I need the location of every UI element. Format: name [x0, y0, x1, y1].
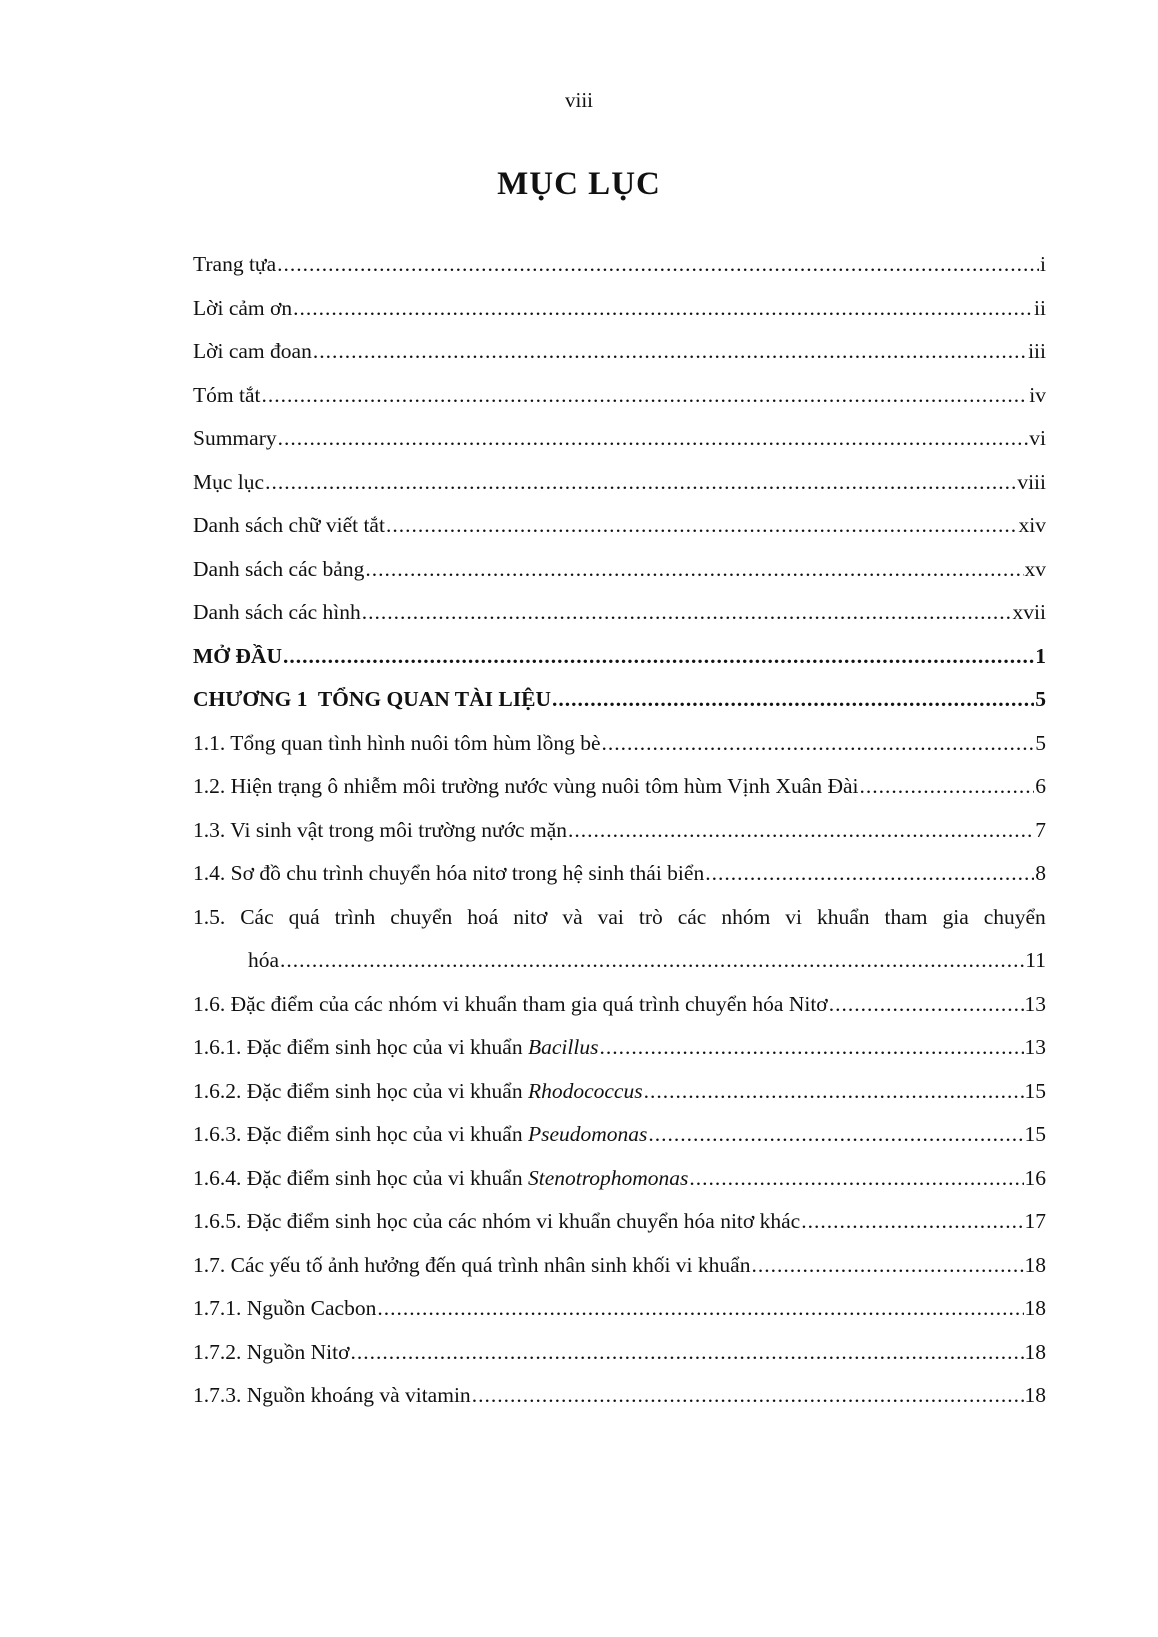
toc-leader [689, 1163, 1023, 1193]
toc-leader [386, 510, 1018, 540]
toc-leader [552, 684, 1034, 714]
toc-page: 5 [1035, 730, 1046, 755]
toc-page: 7 [1035, 817, 1046, 842]
toc-label: 1.7.3. Nguồn khoáng và vitamin [193, 1383, 471, 1407]
toc-word: quá [288, 904, 320, 929]
toc-entry-1-7-1[interactable] [193, 1293, 1046, 1337]
toc-label-prefix: 1.6.1. Đặc điểm sinh học của vi khuẩn [193, 1035, 523, 1059]
toc-word: tham [884, 904, 928, 929]
toc-label [193, 1163, 688, 1193]
toc-label: Danh sách các hình [193, 600, 361, 624]
toc-word: khuẩn [816, 904, 870, 929]
toc-page: 18 [1024, 1339, 1046, 1364]
toc-page: xv [1024, 556, 1046, 581]
toc-label: CHƯƠNG 1 TỔNG QUAN TÀI LIỆU [193, 687, 551, 711]
toc-leader [277, 249, 1039, 279]
toc-word: hoá [467, 904, 499, 929]
toc-leader [351, 1337, 1024, 1367]
toc-label [193, 1076, 643, 1106]
toc-label: Trang tựa [193, 252, 277, 276]
toc-leader [568, 815, 1034, 845]
toc-page: 15 [1024, 1122, 1046, 1146]
toc-word: chuyển [983, 904, 1046, 929]
toc-leader [648, 1119, 1023, 1149]
toc-page: i [1040, 252, 1046, 276]
toc-label: 1.4. Sơ đồ chu trình chuyển hóa nitơ trong hệ sinh thái biển [193, 861, 705, 885]
toc-entry-1-3[interactable] [193, 815, 1046, 859]
toc-page: 13 [1024, 991, 1046, 1016]
toc-leader [283, 641, 1034, 671]
toc-entry-danh-sach-cac-hinh[interactable] [193, 597, 1046, 641]
toc-page: 18 [1024, 1383, 1046, 1407]
toc-label: 1.7. Các yếu tố ảnh hưởng đến quá trình nhân sinh khối vi khuẩn [193, 1252, 751, 1277]
toc-word: các [677, 904, 707, 929]
toc-page: 13 [1024, 1035, 1046, 1059]
toc-entry-1-6-1[interactable] [193, 1032, 1046, 1076]
toc-word: và [562, 904, 583, 929]
toc-leader [860, 771, 1035, 801]
toc-leader [751, 1250, 1023, 1280]
toc-label-genus: Bacillus [527, 1035, 599, 1059]
toc-label-prefix: 1.6.4. Đặc điểm sinh học của vi khuẩn [193, 1165, 523, 1190]
toc-label-prefix: 1.6.3. Đặc điểm sinh học của vi khuẩn [193, 1122, 523, 1146]
toc-label-genus: Pseudomonas [527, 1122, 648, 1146]
toc-entry-1-6-5[interactable] [193, 1206, 1046, 1250]
toc-label: Danh sách chữ viết tắt [193, 513, 385, 537]
toc-leader [362, 597, 1012, 627]
toc-leader [313, 336, 1027, 366]
toc-label: Danh sách các bảng [193, 556, 365, 581]
toc-leader [278, 423, 1029, 453]
toc-page: 17 [1024, 1209, 1046, 1233]
toc-label: 1.3. Vi sinh vật trong môi trường nước mặn [193, 817, 567, 842]
table-of-contents [193, 249, 1046, 1424]
toc-label-genus: Stenotrophomonas [527, 1165, 689, 1190]
toc-label: MỞ ĐẦU [193, 643, 282, 668]
toc-page: 5 [1035, 687, 1046, 711]
toc-leader [293, 293, 1033, 323]
toc-leader [261, 380, 1028, 410]
toc-label: 1.7.2. Nguồn Nitơ [193, 1339, 350, 1364]
toc-entry-1-1[interactable] [193, 728, 1046, 772]
toc-entry-1-6[interactable] [193, 989, 1046, 1033]
toc-entry-1-2[interactable] [193, 771, 1046, 815]
toc-entry-loi-cam-doan[interactable] [193, 336, 1046, 380]
toc-label: Lời cảm ơn [193, 295, 293, 320]
toc-word: vi [785, 904, 803, 929]
toc-page: 18 [1024, 1252, 1046, 1277]
toc-label [193, 1032, 598, 1062]
toc-word: Các [240, 904, 274, 929]
toc-word: trò [638, 904, 663, 929]
toc-leader [599, 1032, 1023, 1062]
toc-label-prefix: 1.6.2. Đặc điểm sinh học của vi khuẩn [193, 1078, 523, 1103]
toc-entry-muc-luc[interactable] [193, 467, 1046, 511]
toc-leader [377, 1293, 1023, 1323]
toc-entry-trang-tua[interactable] [193, 249, 1046, 293]
toc-label: Lời cam đoan [193, 339, 312, 363]
toc-page: 15 [1024, 1078, 1046, 1103]
toc-entry-1-4[interactable] [193, 858, 1046, 902]
toc-entry-1-5-line-2[interactable] [193, 945, 1046, 989]
toc-word: chuyển [390, 904, 453, 929]
toc-label: 1.6. Đặc điểm của các nhóm vi khuẩn tham gia quá trình chuyển hóa Nitơ [193, 991, 828, 1016]
toc-label: Tóm tắt [193, 382, 261, 407]
toc-entry-1-5-line-1[interactable] [193, 902, 1046, 946]
toc-page: 8 [1035, 861, 1046, 885]
toc-leader [829, 989, 1024, 1019]
page-number: viii [564, 88, 593, 112]
toc-page: 16 [1024, 1165, 1046, 1190]
toc-entry-1-6-4[interactable] [193, 1163, 1046, 1207]
toc-label [193, 1119, 647, 1149]
toc-leader [602, 728, 1035, 758]
toc-leader [280, 945, 1024, 975]
toc-page: xiv [1018, 513, 1046, 537]
toc-word: 1.5. [193, 904, 226, 929]
toc-page: vi [1029, 426, 1046, 450]
toc-label: hóa [248, 948, 280, 972]
toc-entry-1-6-3[interactable] [193, 1119, 1046, 1163]
toc-leader [365, 554, 1023, 584]
toc-leader [644, 1076, 1024, 1106]
toc-label: 1.1. Tổng quan tình hình nuôi tôm hùm lồng bè [193, 730, 601, 755]
toc-word: vai [597, 904, 624, 929]
toc-entry-chuong-1[interactable] [193, 684, 1046, 728]
toc-page: viii [1017, 469, 1046, 494]
toc-label-genus: Rhodococcus [527, 1078, 643, 1103]
toc-label: 1.7.1. Nguồn Cacbon [193, 1296, 377, 1320]
toc-label: Mục lục [193, 469, 265, 494]
toc-word: gia [942, 904, 969, 929]
toc-page: 1 [1035, 643, 1046, 668]
toc-entry-danh-sach-cac-bang[interactable] [193, 554, 1046, 598]
toc-label: 1.6.5. Đặc điểm sinh học của các nhóm vi khuẩn chuyển hóa nitơ khác [193, 1209, 801, 1233]
toc-entry-tom-tat[interactable] [193, 380, 1046, 424]
toc-label: 1.2. Hiện trạng ô nhiễm môi trường nước vùng nuôi tôm hùm Vịnh Xuân Đài [193, 774, 859, 798]
toc-leader [705, 858, 1034, 888]
toc-page: iv [1029, 382, 1046, 407]
toc-word: trình [334, 904, 376, 929]
toc-leader [801, 1206, 1023, 1236]
toc-entry-1-6-2[interactable] [193, 1076, 1046, 1120]
page-title: MỤC LỤC [497, 166, 661, 202]
toc-page: 18 [1024, 1296, 1046, 1320]
toc-entry-1-7[interactable] [193, 1250, 1046, 1294]
toc-entry-danh-sach-chu-viet-tat[interactable] [193, 510, 1046, 554]
toc-page: iii [1028, 339, 1046, 363]
toc-label: Summary [193, 426, 277, 450]
toc-leader [265, 467, 1016, 497]
toc-word: nitơ [513, 904, 548, 929]
toc-entry-1-7-2[interactable] [193, 1337, 1046, 1381]
toc-entry-mo-dau[interactable] [193, 641, 1046, 685]
toc-entry-loi-cam-on[interactable] [193, 293, 1046, 337]
toc-page: ii [1034, 295, 1046, 320]
toc-word: nhóm [721, 904, 771, 929]
toc-page: xvii [1012, 600, 1046, 624]
toc-entry-1-7-3[interactable] [193, 1380, 1046, 1424]
toc-entry-summary[interactable] [193, 423, 1046, 467]
toc-leader [472, 1380, 1024, 1410]
toc-page: 6 [1035, 774, 1046, 798]
toc-page: 11 [1025, 948, 1046, 972]
